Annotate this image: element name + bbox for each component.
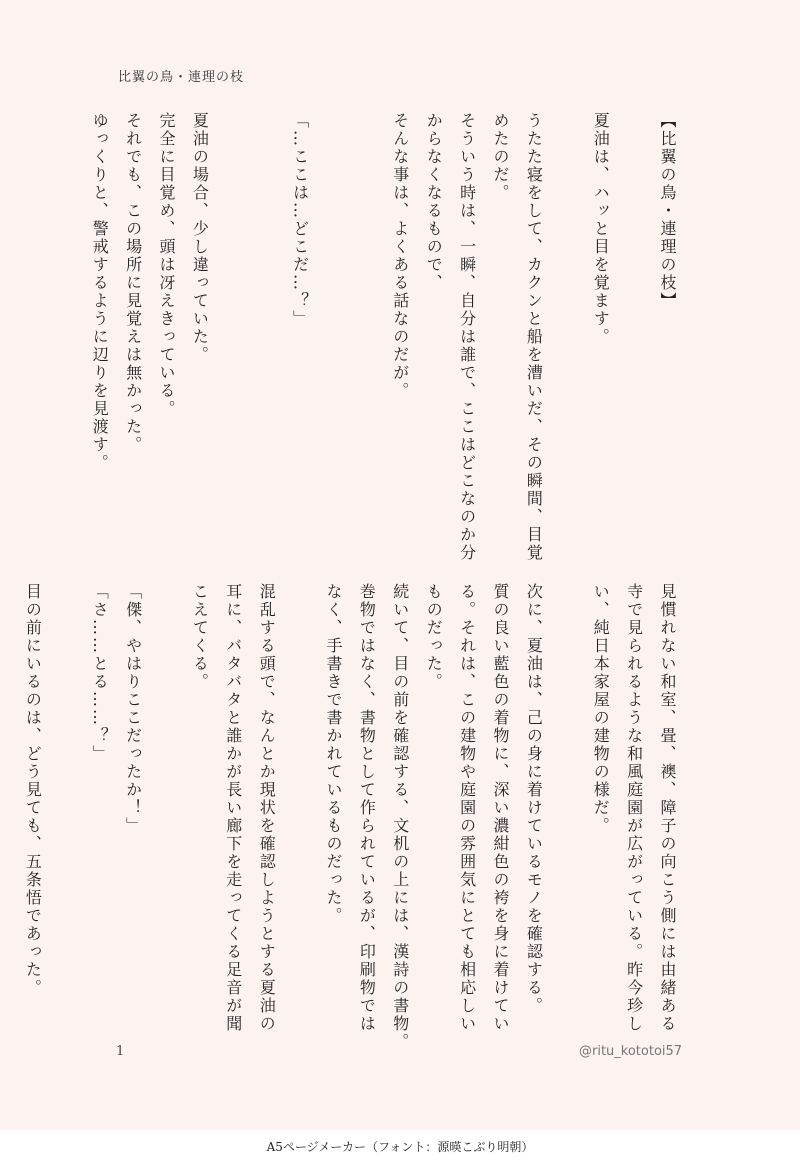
- running-title: 比翼の鳥・連理の枝: [118, 70, 245, 85]
- text-column: 【比翼の鳥・連理の枝】: [658, 112, 677, 310]
- text-column: 完全に目覚め、頭は冴えきっている。: [157, 112, 176, 418]
- text-column: なく、手書きで書かれているものだった。: [324, 583, 343, 925]
- author-handle: @ritu_kototoi57: [579, 1044, 683, 1059]
- text-column: 次に、夏油は、己の身に着けているモノを確認する。: [524, 583, 544, 1015]
- text-column: 見慣れない和室、畳、襖、障子の向こう側には由緒ある: [658, 583, 677, 1033]
- text-column: 巻物ではなく、書物として作られているが、印刷物では: [357, 583, 377, 1033]
- text-column: 目の前にいるのは、どう見ても、五条悟であった。: [23, 583, 43, 997]
- generator-caption: A5ページメーカー（フォント：源暎こぶり明朝）: [266, 1140, 534, 1154]
- text-column: 混乱する頭で、なんとか現状を確認しようとする夏油の: [257, 583, 277, 1033]
- text-column: 質の良い藍色の着物に、深い濃紺色の袴を身に着けてい: [491, 583, 510, 1033]
- text-column: こえてくる。: [190, 583, 210, 691]
- text-column: そんな事は、よくある話なのだが。: [390, 112, 410, 400]
- text-column: めたのだ。: [491, 112, 510, 202]
- text-column: 寺で見られるような和風庭園が広がっている。昨今珍し: [624, 583, 644, 1033]
- text-column: そういう時は、一瞬、自分は誰で、ここはどこなのか分: [457, 112, 477, 562]
- text-column: それでも、この場所に見覚えは無かった。: [123, 112, 143, 454]
- page-number: 1: [116, 1044, 125, 1059]
- text-column: うたた寝をして、カクンと船を漕いだ、その瞬間、目覚: [524, 112, 544, 562]
- text-column: からなくなるもので、: [424, 112, 444, 292]
- text-column: ゆっくりと、警戒するように辺りを見渡す。: [90, 112, 110, 472]
- text-column: 「さ……とる……？」: [90, 583, 110, 763]
- text-column: 夏油は、ハッと目を覚ます。: [591, 112, 611, 346]
- text-column: 続いて、目の前を確認する、文机の上には、漢詩の書物。: [390, 583, 410, 1051]
- text-column: 夏油の場合、少し違っていた。: [190, 112, 210, 364]
- text-column: い、純日本家屋の建物の様だ。: [591, 583, 611, 835]
- text-column: る。それは、この建物や庭園の雰囲気にとても相応しい: [457, 583, 477, 1033]
- text-column: 「…ここは…どこだ…？」: [290, 112, 310, 328]
- text-column: ものだった。: [424, 583, 444, 691]
- text-column: 「傑、やはりここだったか！」: [123, 583, 143, 835]
- text-column: 耳に、バタバタと誰かが長い廊下を走ってくる足音が聞: [223, 583, 243, 1033]
